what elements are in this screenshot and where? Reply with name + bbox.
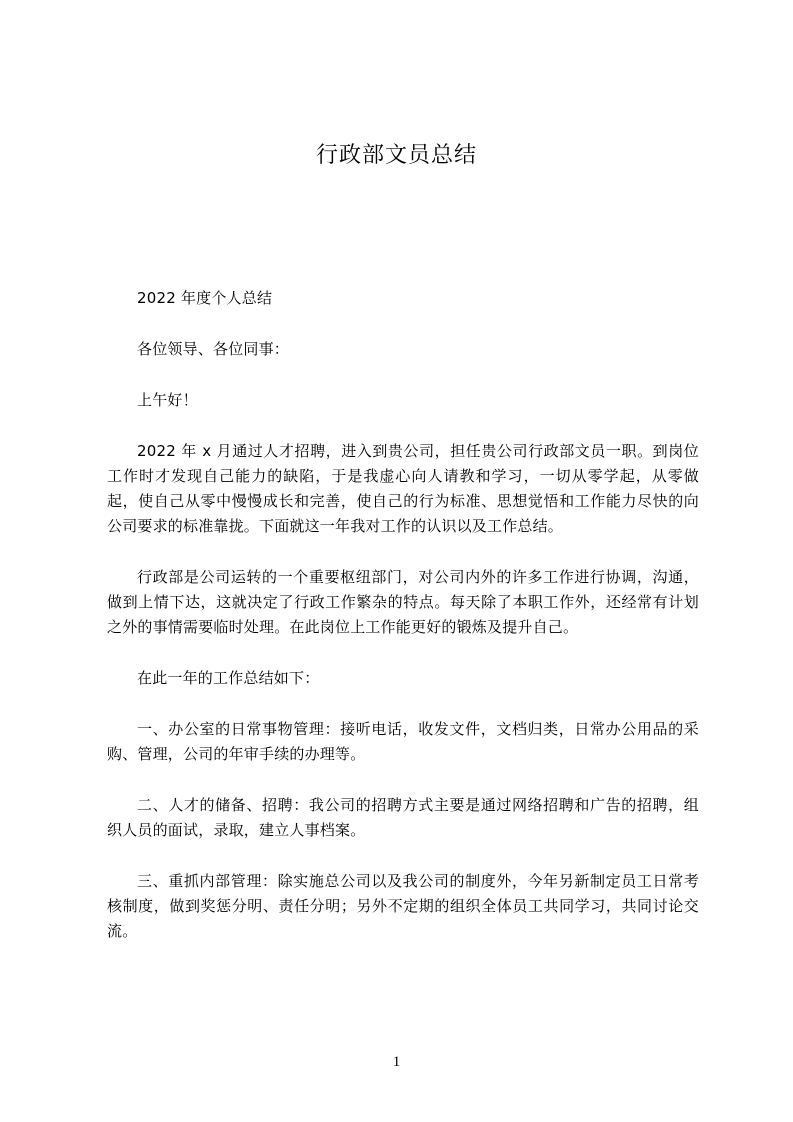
paragraph-summary-intro: 在此一年的工作总结如下：: [137, 669, 320, 687]
paragraph-item-two: 二、人才的储备、招聘：我公司的招聘方式主要是通过网络招聘和广告的招聘，组织人员的面试，录取，建立人事档案。: [107, 796, 699, 839]
paragraph-good-morning: 上午好！: [137, 391, 198, 409]
paragraph-introduction: 2022 年 x 月通过人才招聘，进入到贵公司，担任贵公司行政部文员一职。到岗位工作时才发现自己能力的缺陷，于是我虚心向人请教和学习，一切从零学起，从零做起，使自己从零中慢慢成长和完善，使自己的行为标准、思想觉悟和工作能力尽快的向公司要求的标准靠拢。下面就这一年我对工作的认识以及工作总结。: [107, 442, 699, 535]
paragraph-item-three: 三、重抓内部管理：除实施总公司以及我公司的制度外，今年另新制定员工日常考核制度，做到奖惩分明、责任分明；另外不定期的组织全体员工共同学习，共同讨论交流。: [107, 872, 699, 940]
paragraph-year-summary: 2022 年度个人总结: [137, 289, 273, 307]
document-title: 行政部文员总结: [315, 143, 477, 168]
page-number: 1: [392, 1054, 401, 1070]
paragraph-greeting-audience: 各位领导、各位同事：: [137, 340, 290, 358]
paragraph-department-role: 行政部是公司运转的一个重要枢纽部门，对公司内外的许多工作进行协调，沟通，做到上情下达，这就决定了行政工作繁杂的特点。每天除了本职工作外，还经常有计划之外的事情需要临时处理。在此岗位上工作能更好的锻炼及提升自己。: [107, 568, 699, 636]
paragraph-item-one: 一、办公室的日常事物管理：接听电话，收发文件，文档归类，日常办公用品的采购、管理，公司的年审手续的办理等。: [107, 720, 699, 763]
document-body: [107, 286, 699, 970]
